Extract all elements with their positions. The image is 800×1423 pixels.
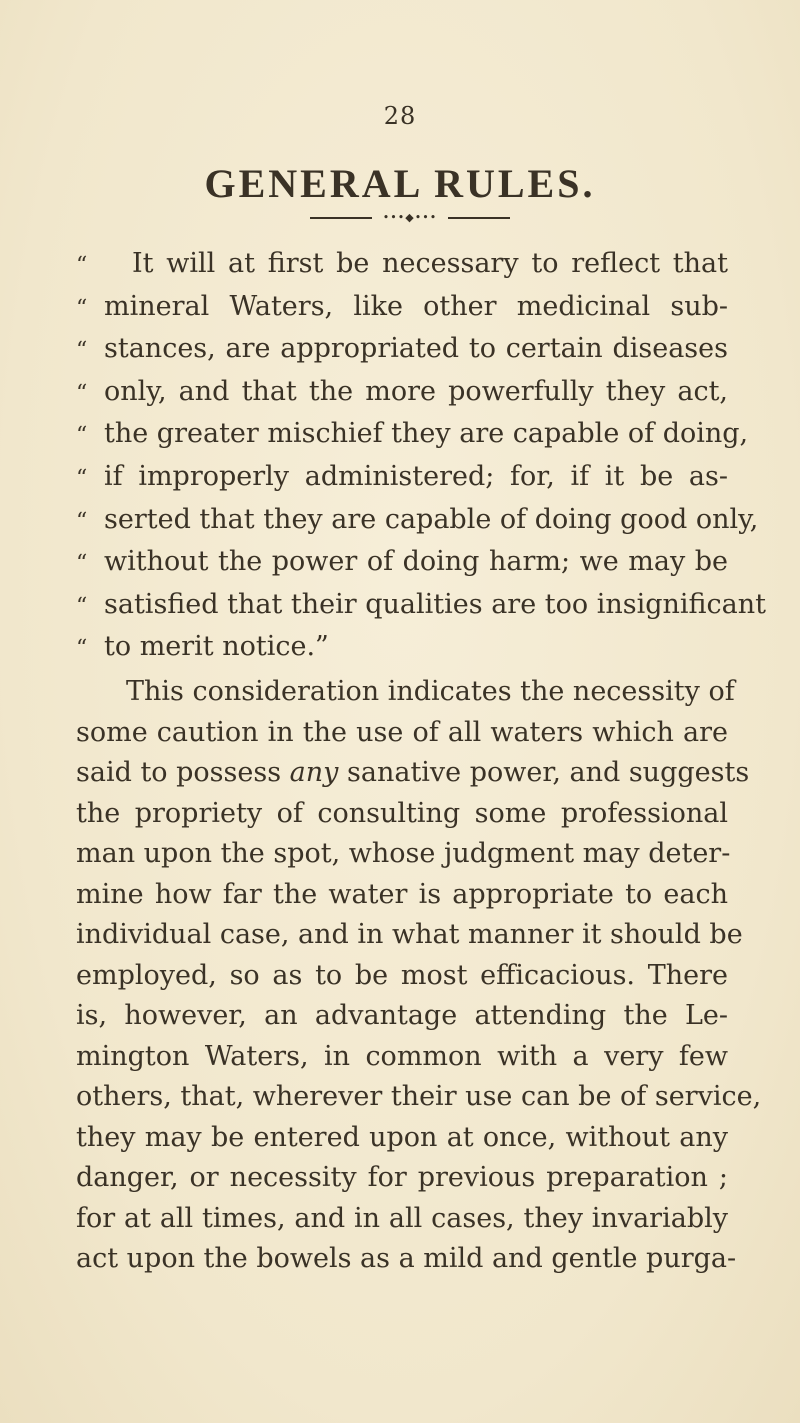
quotation-mark: “ [76, 593, 88, 619]
quote-line-text: It will at first be necessary to reflect that [132, 248, 728, 279]
section-heading: GENERAL RULES. [204, 161, 596, 206]
paragraph-line: act upon the bowels as a mild and gentle purga- [76, 1243, 737, 1274]
paragraph-line: said to possess any sanative power, and suggests [76, 757, 750, 788]
page-number: 28 [383, 102, 417, 130]
paragraph-line: man upon the spot, whose judgment may deter- [76, 838, 731, 869]
quote-line [76, 287, 728, 330]
body-paragraph [76, 672, 762, 1280]
quote-line-text: if improperly administered; for, if it be as- [104, 460, 728, 492]
paragraph-line: This consideration indicates the necessity of [126, 676, 735, 707]
quotation-mark: “ [76, 338, 88, 364]
quote-line [76, 585, 767, 628]
ornament-dots: •••◆••• [382, 211, 438, 224]
quote-line-text: satisfied that their qualities are too insignificant [104, 588, 767, 620]
quotation-mark: “ [76, 380, 88, 406]
quote-line-text: serted that they are capable of doing good only, [104, 503, 759, 535]
quotation-mark: “ [76, 636, 88, 662]
ornament-line-right [448, 217, 510, 219]
paragraph-line: mine how far the water is appropriate to each [76, 878, 728, 910]
paragraph-line: they may be entered upon at once, without any [76, 1121, 728, 1153]
quote-line [76, 329, 728, 372]
quoted-passage [76, 244, 767, 670]
quote-line [76, 542, 728, 585]
quotation-mark: “ [76, 423, 88, 449]
paragraph-line: the propriety of consulting some professional [76, 797, 728, 829]
quote-line [76, 500, 759, 543]
quote-line [76, 244, 728, 287]
ornament-line-left [310, 217, 372, 219]
quote-line-text: the greater mischief they are capable of doing, [104, 418, 749, 450]
paragraph-line: some caution in the use of all waters which are [76, 716, 728, 748]
paragraph-line: others, that, wherever their use can be of service, [76, 1081, 762, 1112]
quote-line-text: only, and that the more powerfully they act, [104, 375, 728, 407]
paragraph-line: employed, so as to be most efficacious. There [76, 959, 728, 991]
paragraph-line: for at all times, and in all cases, they invariably [76, 1202, 728, 1234]
paragraph-line: mington Waters, in common with a very few [76, 1040, 728, 1072]
quote-line-text: without the power of doing harm; we may be [104, 546, 728, 578]
quote-line [76, 414, 749, 457]
quote-line-text: mineral Waters, like other medicinal sub- [104, 290, 728, 322]
quotation-mark: “ [76, 295, 88, 321]
ornamental-rule [290, 212, 530, 224]
quote-line-text: to merit notice.” [104, 631, 329, 663]
quotation-mark: “ [76, 253, 88, 278]
quote-line [76, 627, 728, 670]
quote-line [76, 372, 728, 415]
paragraph-line: danger, or necessity for previous preparation ; [76, 1162, 728, 1193]
paragraph-line: individual case, and in what manner it should be [76, 919, 743, 950]
quote-line [76, 457, 728, 500]
quote-line-text: stances, are appropriated to certain diseases [104, 333, 728, 365]
quotation-mark: “ [76, 508, 88, 534]
quotation-mark: “ [76, 551, 88, 577]
paragraph-line: is, however, an advantage attending the Le- [76, 1000, 728, 1031]
quotation-mark: “ [76, 465, 88, 491]
